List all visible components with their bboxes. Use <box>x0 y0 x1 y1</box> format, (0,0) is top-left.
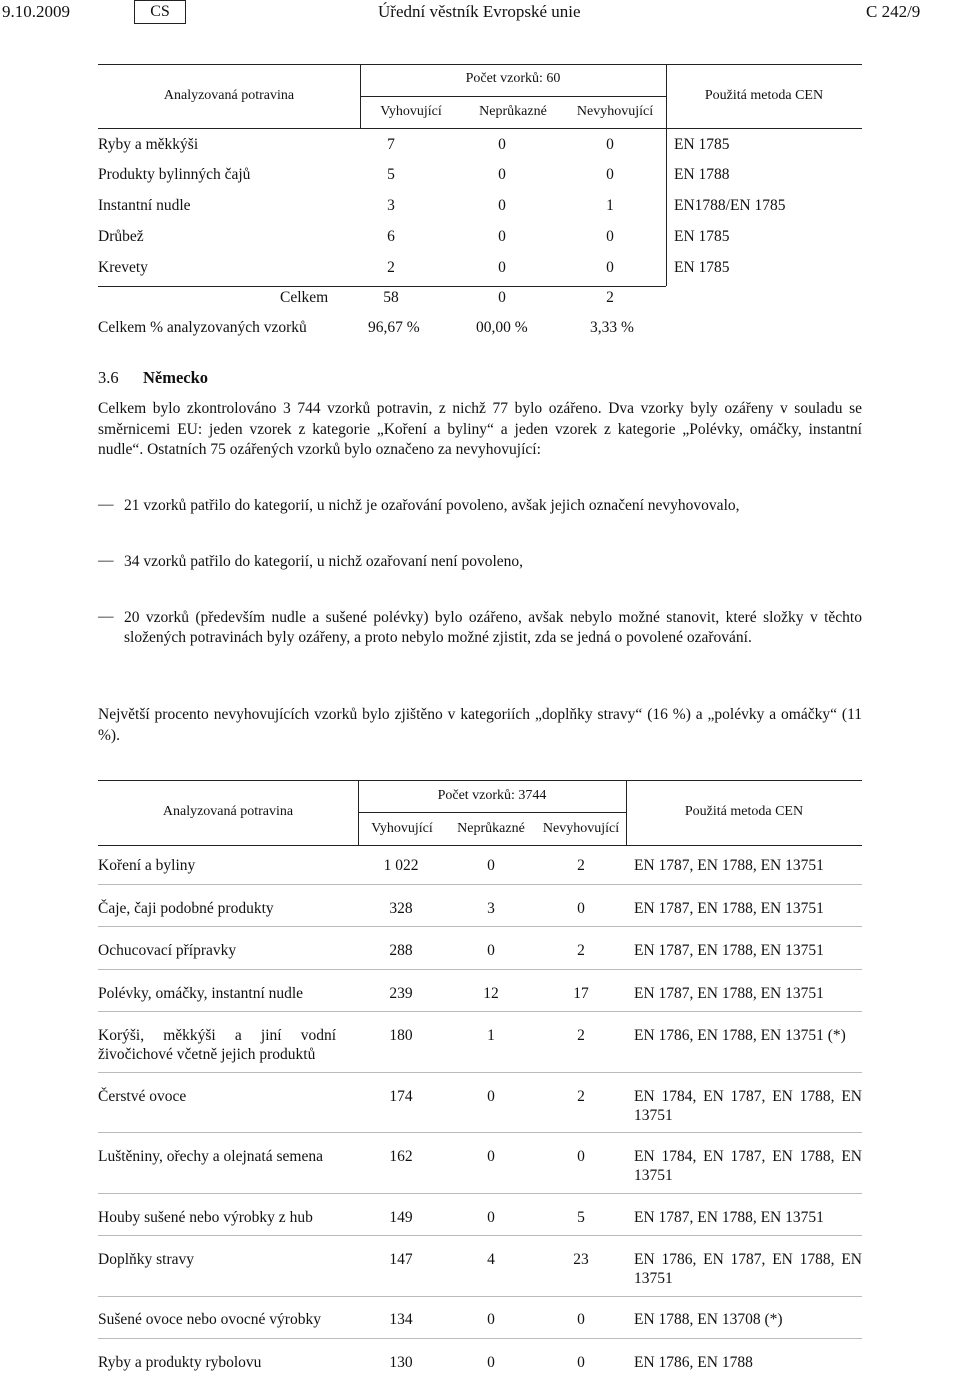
t1-cell-inc: 0 <box>498 197 506 214</box>
t2-cell-method: EN 1787, EN 1788, EN 13751 <box>634 900 824 917</box>
t2-cell-ok: 328 <box>389 900 413 917</box>
t1-cell-method: EN 1785 <box>674 136 730 153</box>
language-badge: CS <box>134 0 186 24</box>
t1-cell-method: EN1788/EN 1785 <box>674 197 786 214</box>
t1-cell-food: Ryby a měkkýši <box>98 136 199 153</box>
t2-cell-ok: 130 <box>389 1354 413 1371</box>
t2-cell-method: EN 1787, EN 1788, EN 13751 <box>634 985 824 1002</box>
section-intro: Celkem bylo zkontrolováno 3 744 vzorků potravin, z nichž 77 bylo ozářeno. Dva vzorky byly ozářeny v souladu se směrnicemi EU: jeden vzorek z kategorie „Koření a byliny“ a jeden vzorek z kategorie „Polévky, omáčky, instantní nudle“. Ostatních 75 ozářených vzorků bylo označeno za nevyhovující: <box>98 400 862 458</box>
row-divider <box>98 969 862 970</box>
t1-cell-ok: 2 <box>387 259 395 276</box>
t1-count-header: Počet vzorků: 60 <box>465 71 561 86</box>
t1-cell-method: EN 1788 <box>674 166 730 183</box>
row-divider <box>98 1072 862 1073</box>
t1-cell-non: 0 <box>606 166 614 183</box>
t1-col-inconclusive: Neprůkazné <box>479 104 547 119</box>
t2-cell-ok: 149 <box>389 1209 413 1226</box>
t2-cell-food: Doplňky stravy <box>98 1251 195 1268</box>
t2-cell-ok: 288 <box>389 942 413 959</box>
t1-total-inc: 0 <box>498 289 506 306</box>
t1-col-method: Použitá metoda CEN <box>704 88 824 103</box>
t2-cell-non: 2 <box>577 1027 585 1044</box>
t2-cell-ok: 174 <box>389 1088 413 1105</box>
t2-cell-method: EN 1786, EN 1788, EN 13751 (*) <box>634 1027 846 1044</box>
t1-cell-food: Instantní nudle <box>98 197 191 214</box>
t1-cell-inc: 0 <box>498 228 506 245</box>
t1-col-ok: Vyhovující <box>380 104 442 119</box>
t2-cell-non: 2 <box>577 857 585 874</box>
t2-col-method: Použitá metoda CEN <box>684 804 804 819</box>
t2-cell-method: EN 1786, EN 1788 <box>634 1354 753 1371</box>
t2-cell-non: 0 <box>577 1311 585 1328</box>
t2-cell-non: 0 <box>577 1148 585 1165</box>
list-dash: — <box>98 608 114 625</box>
t2-cell-food: Čaje, čaji podobné produkty <box>98 900 274 917</box>
header-date: 9.10.2009 <box>2 2 70 21</box>
t2-cell-food: Ochucovací přípravky <box>98 942 237 959</box>
t1-total-non: 2 <box>606 289 614 306</box>
t2-cell-food: Luštěniny, ořechy a olejnatá semena <box>98 1148 323 1165</box>
t2-cell-food: Korýši, měkkýši a jiní vodní živočichové včetně jejich produktů <box>98 1027 336 1063</box>
list-item-text: 21 vzorků patřilo do kategorií, u nichž je ozařování povoleno, avšak jejich označení nevyhovovalo, <box>124 497 740 514</box>
t1-cell-ok: 3 <box>387 197 395 214</box>
t1-col-food: Analyzovaná potravina <box>163 88 295 103</box>
t1-cell-food: Produkty bylinných čajů <box>98 166 251 183</box>
t2-cell-non: 23 <box>573 1251 589 1268</box>
t1-total-ok: 58 <box>383 289 399 306</box>
t2-col-ok: Vyhovující <box>371 821 433 836</box>
t2-cell-food: Koření a byliny <box>98 857 196 874</box>
t2-cell-inc: 1 <box>487 1027 495 1044</box>
t2-cell-method: EN 1784, EN 1787, EN 1788, EN 13751 <box>634 1148 862 1184</box>
list-dash: — <box>98 552 114 569</box>
t2-cell-non: 2 <box>577 1088 585 1105</box>
t2-cell-inc: 0 <box>487 857 495 874</box>
t1-cell-non: 0 <box>606 228 614 245</box>
t1-cell-food: Drůbež <box>98 228 144 245</box>
t2-cell-inc: 0 <box>487 942 495 959</box>
t1-total-label: Celkem <box>280 289 329 306</box>
t1-cell-non: 0 <box>606 259 614 276</box>
t2-cell-inc: 4 <box>487 1251 495 1268</box>
t1-cell-food: Krevety <box>98 259 148 276</box>
t2-count-header: Počet vzorků: 3744 <box>437 788 547 803</box>
t2-cell-food: Polévky, omáčky, instantní nudle <box>98 985 304 1002</box>
t1-cell-inc: 0 <box>498 136 506 153</box>
t2-cell-method: EN 1784, EN 1787, EN 1788, EN 13751 <box>634 1088 862 1124</box>
t2-cell-inc: 12 <box>483 985 499 1002</box>
t1-pct-label: Celkem % analyzovaných vzorků <box>98 319 307 336</box>
t2-cell-method: EN 1786, EN 1787, EN 1788, EN 13751 <box>634 1251 862 1287</box>
row-divider <box>98 1193 862 1194</box>
t2-cell-ok: 1 022 <box>383 857 419 874</box>
t1-cell-method: EN 1785 <box>674 228 730 245</box>
t1-pct-inc: 00,00 % <box>476 319 528 336</box>
t1-cell-non: 1 <box>606 197 614 214</box>
t2-cell-ok: 147 <box>389 1251 413 1268</box>
t2-cell-ok: 162 <box>389 1148 413 1165</box>
row-divider <box>98 1296 862 1297</box>
section-title: Německo <box>143 368 209 387</box>
t2-col-inconclusive: Neprůkazné <box>457 821 525 836</box>
t1-cell-ok: 6 <box>387 228 395 245</box>
row-divider <box>98 1011 862 1012</box>
row-divider <box>98 884 862 885</box>
t2-cell-ok: 239 <box>389 985 413 1002</box>
t1-cell-inc: 0 <box>498 166 506 183</box>
t2-cell-inc: 0 <box>487 1148 495 1165</box>
row-divider <box>98 926 862 927</box>
row-divider <box>98 1132 862 1133</box>
row-divider <box>98 1338 862 1339</box>
t1-pct-non: 3,33 % <box>590 319 634 336</box>
row-divider <box>98 1235 862 1236</box>
t2-cell-food: Ryby a produkty rybolovu <box>98 1354 262 1371</box>
t2-cell-non: 2 <box>577 942 585 959</box>
t2-cell-non: 0 <box>577 900 585 917</box>
t2-cell-food: Čerstvé ovoce <box>98 1088 187 1105</box>
t1-cell-non: 0 <box>606 136 614 153</box>
t1-cell-inc: 0 <box>498 259 506 276</box>
t2-cell-method: EN 1787, EN 1788, EN 13751 <box>634 942 824 959</box>
t2-cell-non: 5 <box>577 1209 585 1226</box>
t1-pct-ok: 96,67 % <box>368 319 420 336</box>
t2-cell-inc: 3 <box>487 900 495 917</box>
t2-cell-method: EN 1787, EN 1788, EN 13751 <box>634 857 824 874</box>
t2-col-food: Analyzovaná potravina <box>162 804 294 819</box>
t2-cell-inc: 0 <box>487 1354 495 1371</box>
section-closing: Největší procento nevyhovujících vzorků bylo zjištěno v kategoriích „doplňky stravy“ (16 %) a „polévky a omáčky“ (11 %). <box>98 706 862 744</box>
t2-cell-ok: 180 <box>389 1027 413 1044</box>
t2-cell-ok: 134 <box>389 1311 413 1328</box>
t2-cell-non: 17 <box>573 985 589 1002</box>
t1-col-nonconform: Nevyhovující <box>576 104 654 119</box>
journal-title: Úřední věstník Evropské unie <box>378 2 581 21</box>
t2-col-nonconform: Nevyhovující <box>542 821 620 836</box>
list-item-text: 34 vzorků patřilo do kategorií, u nichž ozařovaní není povoleno, <box>124 553 524 570</box>
t1-cell-ok: 5 <box>387 166 395 183</box>
section-number: 3.6 <box>98 368 119 387</box>
t2-cell-method: EN 1787, EN 1788, EN 13751 <box>634 1209 824 1226</box>
t2-cell-food: Sušené ovoce nebo ovocné výrobky <box>98 1311 321 1328</box>
t2-cell-non: 0 <box>577 1354 585 1371</box>
page-reference: C 242/9 <box>866 2 921 21</box>
t1-cell-ok: 7 <box>387 136 395 153</box>
t2-cell-inc: 0 <box>487 1209 495 1226</box>
t2-cell-method: EN 1788, EN 13708 (*) <box>634 1311 783 1328</box>
list-dash: — <box>98 496 114 513</box>
t2-cell-inc: 0 <box>487 1088 495 1105</box>
t1-cell-method: EN 1785 <box>674 259 730 276</box>
t2-cell-inc: 0 <box>487 1311 495 1328</box>
list-item-text: 20 vzorků (především nudle a sušené polévky) bylo ozářeno, avšak nebylo možné stanovit, které složky v těchto složených potravinách byly ozářeny, a proto nebylo možné zjistit, zda se jedná o povolené ozařování. <box>124 609 862 646</box>
t2-cell-food: Houby sušené nebo výrobky z hub <box>98 1209 313 1226</box>
